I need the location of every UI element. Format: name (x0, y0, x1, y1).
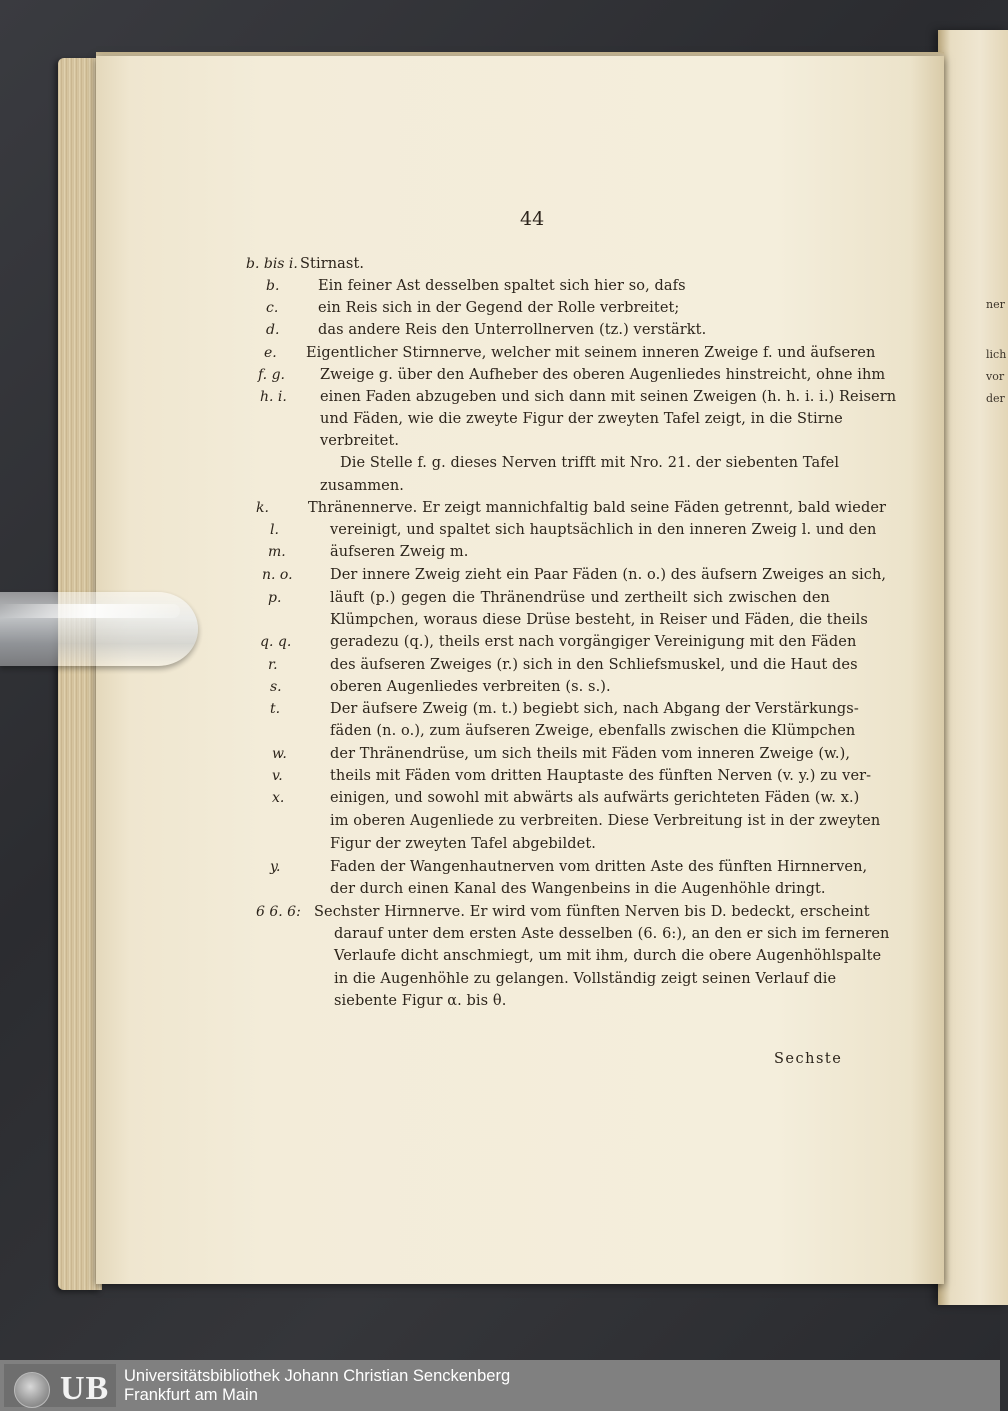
text-line: Die Stelle f. g. dieses Nerven trifft mit Nro. 21. der siebenten Tafel (340, 455, 840, 471)
text-line: theils mit Fäden vom dritten Hauptaste des fünften Nerven (v. y.) zu ver- (330, 768, 872, 784)
portrait-icon (14, 1372, 50, 1408)
margin-reference: m. (268, 544, 286, 560)
margin-reference: f. g. (258, 367, 285, 383)
facing-page-fragment: lich (986, 348, 1007, 361)
text-line: geradezu (q.), theils erst nach vorgängiger Vereinigung mit den Fäden (330, 634, 857, 650)
margin-reference: n. o. (262, 567, 293, 583)
margin-reference: b. (266, 278, 280, 294)
text-line: in die Augenhöhle zu gelangen. Vollständig zeigt seinen Verlauf die (334, 971, 837, 987)
margin-reference: b. bis i. (246, 256, 298, 272)
text-line: Eigentlicher Stirnnerve, welcher mit seinem inneren Zweige f. und äufseren (306, 345, 876, 361)
text-line: Der innere Zweig zieht ein Paar Fäden (n. o.) des äufsern Zweiges an sich, (330, 567, 887, 583)
text-line: oberen Augenliedes verbreiten (s. s.). (330, 679, 611, 695)
text-line: äufseren Zweig m. (330, 544, 469, 560)
margin-reference: d. (266, 322, 280, 338)
facing-page (938, 30, 1008, 1305)
text-line: Faden der Wangenhautnerven vom dritten Aste des fünften Hirnnerven, (330, 859, 868, 875)
page-number: 44 (520, 208, 545, 230)
margin-reference: k. (256, 500, 269, 516)
facing-page-fragment: vor (986, 370, 1005, 383)
text-line: Klümpchen, woraus diese Drüse besteht, in Reiser und Fäden, die theils (330, 612, 868, 628)
margin-reference: l. (270, 522, 279, 538)
text-line: zusammen. (320, 478, 404, 494)
page-clip-highlight (0, 604, 180, 618)
text-line: vereinigt, und spaltet sich hauptsächlich in den inneren Zweig l. und den (330, 522, 877, 538)
margin-reference: y. (270, 859, 281, 875)
text-line: einigen, und sowohl mit abwärts als aufwärts gerichteten Fäden (w. x.) (330, 790, 860, 806)
text-line: Ein feiner Ast desselben spaltet sich hier so, dafs (318, 278, 686, 294)
text-line: Sechster Hirnnerve. Er wird vom fünften Nerven bis D. bedeckt, erscheint (314, 904, 870, 920)
text-line: einen Faden abzugeben und sich dann mit seinen Zweigen (h. h. i. i.) Reisern (320, 389, 897, 405)
margin-reference: x. (272, 790, 285, 806)
facing-page-fragment: der (986, 392, 1005, 405)
text-line: des äufseren Zweiges (r.) sich in den Schliefsmuskel, und die Haut des (330, 657, 858, 673)
margin-reference: s. (270, 679, 282, 695)
text-line: Thränennerve. Er zeigt mannichfaltig bald seine Fäden getrennt, bald wieder (308, 500, 887, 516)
text-line: fäden (n. o.), zum äufseren Zweige, ebenfalls zwischen die Klümpchen (330, 723, 856, 739)
text-line: Zweige g. über den Aufheber des oberen Augenliedes hinstreicht, ohne ihm (320, 367, 886, 383)
text-line: siebente Figur α. bis θ. (334, 993, 507, 1009)
margin-reference: t. (270, 701, 281, 717)
margin-reference: w. (272, 746, 287, 762)
text-line: der durch einen Kanal des Wangenbeins in die Augenhöhle dringt. (330, 881, 826, 897)
margin-reference: q. q. (260, 634, 292, 650)
text-line: das andere Reis den Unterrollnerven (tz.) verstärkt. (318, 322, 707, 338)
text-line: der Thränendrüse, um sich theils mit Fäden vom inneren Zweige (w.), (330, 746, 851, 762)
text-line: und Fäden, wie die zweyte Figur der zweyten Tafel zeigt, in die Stirne (320, 411, 843, 427)
text-line: verbreitet. (320, 433, 400, 449)
library-logo (4, 1364, 116, 1407)
margin-reference: c. (266, 300, 279, 316)
margin-reference: e. (264, 345, 277, 361)
margin-reference: 6 6. 6: (256, 904, 301, 920)
library-city: Frankfurt am Main (124, 1386, 258, 1404)
facing-page-fragment: ner (986, 298, 1005, 311)
catchword: Sechste (774, 1051, 843, 1067)
text-line: ein Reis sich in der Gegend der Rolle verbreitet; (318, 300, 680, 316)
text-line: im oberen Augenliede zu verbreiten. Diese Verbreitung ist in der zweyten (330, 813, 881, 829)
text-line: Stirnast. (300, 256, 365, 272)
margin-reference: r. (268, 657, 278, 673)
margin-reference: h. i. (260, 389, 287, 405)
margin-reference: p. (268, 590, 282, 606)
text-line: Der äufsere Zweig (m. t.) begiebt sich, nach Abgang der Verstärkungs- (330, 701, 859, 717)
text-line: Verlaufe dicht anschmiegt, um mit ihm, durch die obere Augenhöhlspalte (334, 948, 882, 964)
text-line: Figur der zweyten Tafel abgebildet. (330, 836, 596, 852)
library-name: Universitätsbibliothek Johann Christian Senckenberg (124, 1367, 511, 1385)
text-line: darauf unter dem ersten Aste desselben (6. 6:), an den er sich im ferneren (334, 926, 890, 942)
margin-reference: v. (272, 768, 283, 784)
library-footer (0, 1360, 1000, 1411)
text-line: läuft (p.) gegen die Thränendrüse und zertheilt sich zwischen den (330, 590, 830, 606)
logo-text: UB (60, 1370, 110, 1407)
